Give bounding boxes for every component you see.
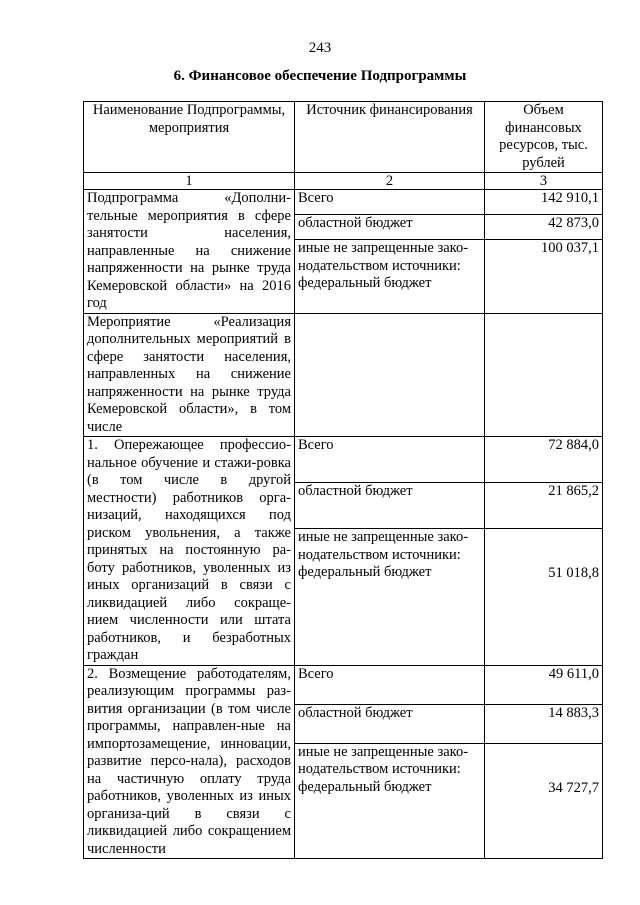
table-header-row	[84, 102, 603, 173]
amount-cell: 21 865,2	[485, 483, 603, 529]
subprogram-name: Подпрограмма «Дополни-тельные мероприятия в сфере занятости населения, направленные на снижение напряженности на рынке труда Кемеровской области» на 2016 год	[84, 190, 295, 314]
amount-cell: 100 037,1	[485, 240, 603, 313]
header-source: Источник финансирования	[295, 102, 485, 173]
page-number: 243	[308, 40, 332, 56]
table-row	[84, 313, 603, 437]
federal-budget-label: федеральный бюджет	[298, 275, 432, 292]
column-number: 2	[295, 173, 485, 190]
federal-budget-label: федеральный бюджет	[298, 564, 432, 581]
table-row	[84, 437, 603, 483]
other-sources-label: иные не запрещенные зако-нодательством источники:	[298, 529, 469, 563]
empty-cell	[295, 313, 485, 437]
financing-table	[83, 101, 603, 859]
header-name: Наименование Подпрограммы, мероприятия	[84, 102, 295, 173]
table-row	[84, 665, 603, 704]
amount-cell: 51 018,8	[485, 529, 603, 665]
amount-cell: 14 883,3	[485, 704, 603, 743]
item1-name: 1. Опережающее профессио-нальное обучение и стажи-ровка (в том числе в другой местности) работников орга-низаций, находящихся под риском увольнения, а также принятых на постоянную ра-боту работников, уволенных из иных организаций в связи с ликвидацией либо сокраще-нием численности или штата работников, и безработных граждан	[84, 437, 295, 666]
amount-cell: 49 611,0	[485, 665, 603, 704]
source-cell: областной бюджет	[295, 215, 485, 240]
column-number: 1	[84, 173, 295, 190]
source-cell	[295, 240, 485, 313]
empty-cell	[485, 313, 603, 437]
source-cell: областной бюджет	[295, 483, 485, 529]
item2-name: 2. Возмещение работодателям, реализующим программы раз-вития организации (в том числе программы, направлен-ные на импортозамещение, инновации, развитие персо-нала), расходов на частичную оплату труда работников, уволенных из иных организа-ций в связи с ликвидацией либо сокращением численности	[84, 665, 295, 859]
amount-cell: 142 910,1	[485, 190, 603, 215]
source-cell	[295, 743, 485, 858]
source-cell: Всего	[295, 437, 485, 483]
source-cell	[295, 529, 485, 665]
source-cell: областной бюджет	[295, 704, 485, 743]
section-title: 6. Финансовое обеспечение Подпрограммы	[173, 68, 467, 84]
amount-cell: 34 727,7	[485, 743, 603, 858]
federal-budget-label: федеральный бюджет	[298, 778, 432, 795]
other-sources-label: иные не запрещенные зако-нодательством источники:	[298, 240, 469, 274]
column-number: 3	[485, 173, 603, 190]
measure-name: Мероприятие «Реализация дополнительных мероприятий в сфере занятости населения, направленных на снижение напряженности на рынке труда Кемеровской области», в том числе	[84, 313, 295, 437]
source-cell: Всего	[295, 190, 485, 215]
source-cell: Всего	[295, 665, 485, 704]
table-row	[84, 190, 603, 215]
header-volume: Объем финансовых ресурсов, тыс. рублей	[485, 102, 603, 173]
amount-cell: 42 873,0	[485, 215, 603, 240]
column-numbers-row	[84, 173, 603, 190]
other-sources-label: иные не запрещенные зако-нодательством источники:	[298, 743, 469, 778]
amount-cell: 72 884,0	[485, 437, 603, 483]
